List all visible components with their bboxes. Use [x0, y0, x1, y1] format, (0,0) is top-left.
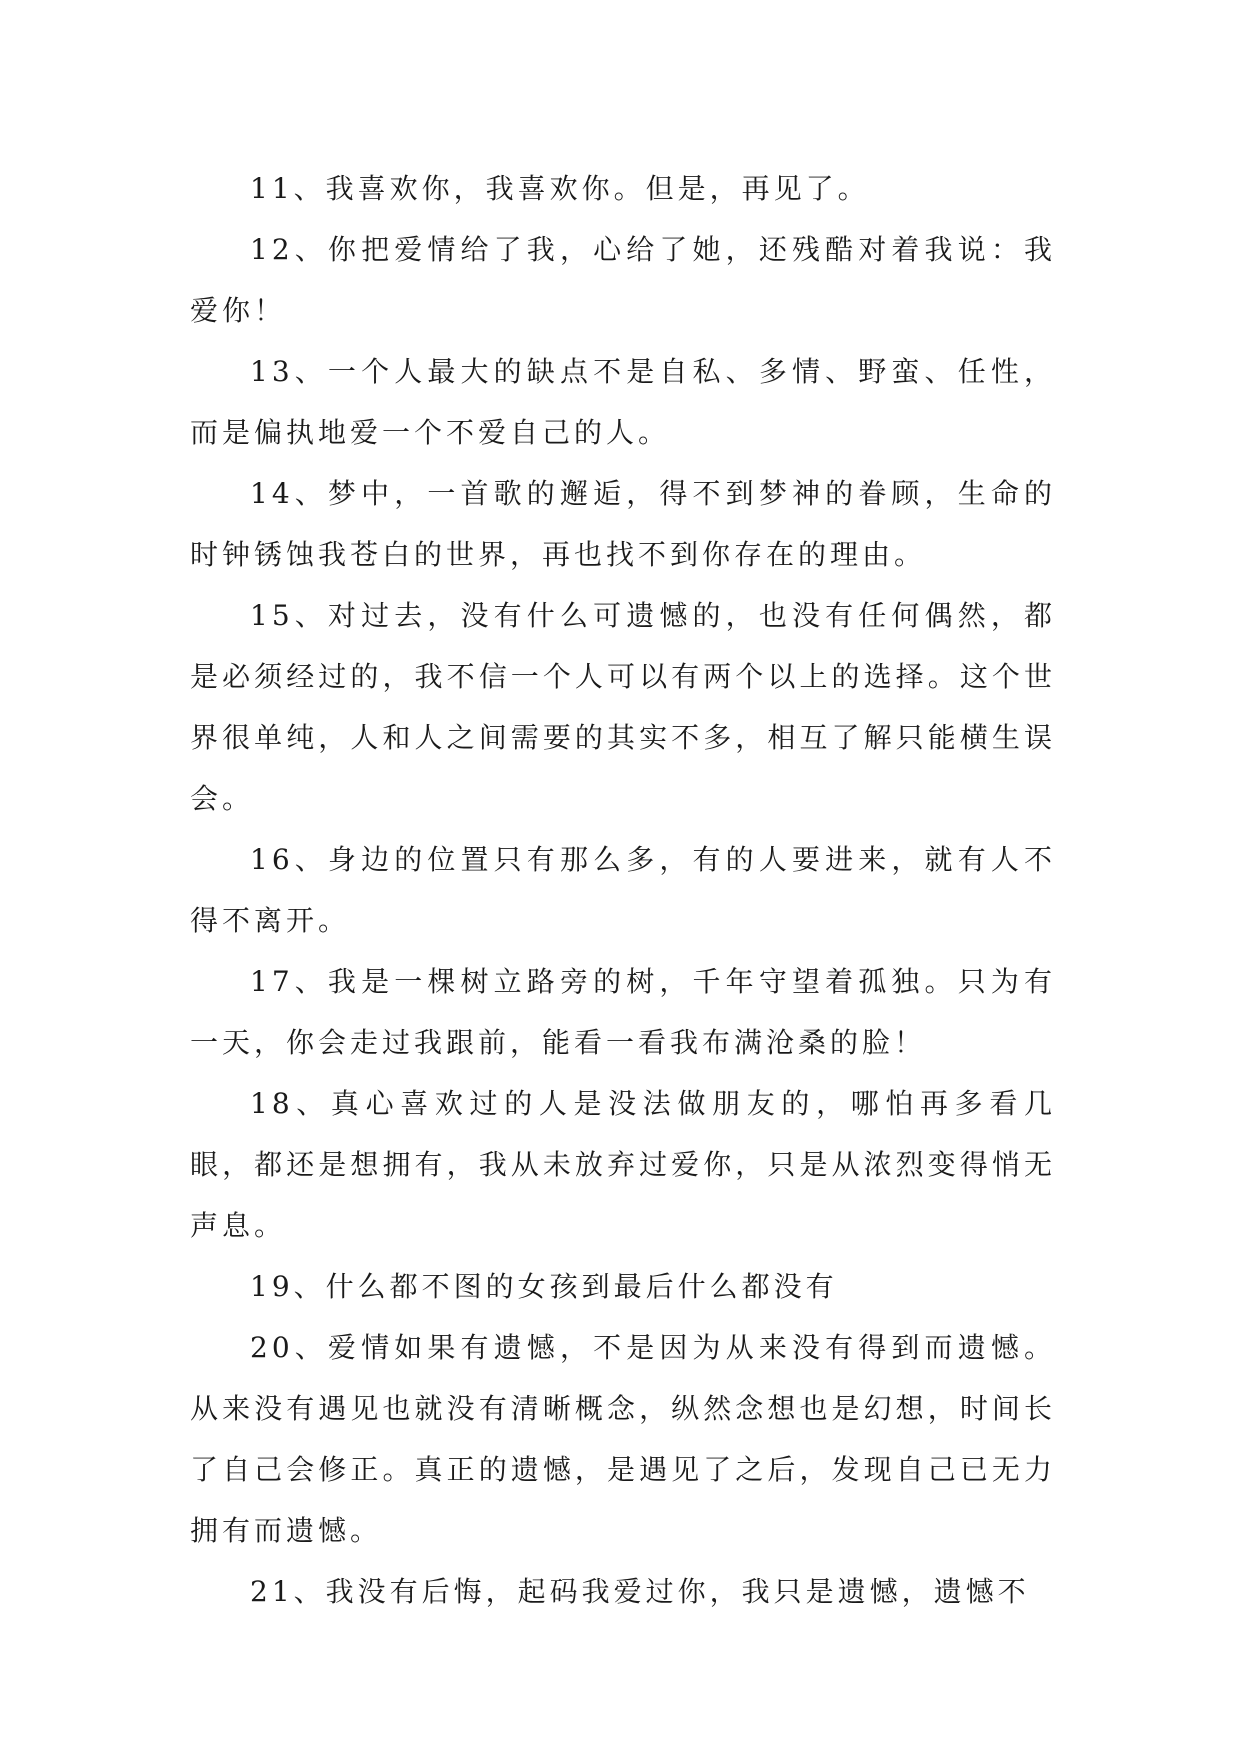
paragraph-11: 11、我喜欢你，我喜欢你。但是，再见了。 — [250, 172, 870, 205]
paragraph-16: 16、身边的位置只有那么多，有的人要进来，就有人不得不离开。 — [190, 843, 1056, 937]
paragraph-20: 20、爱情如果有遗憾，不是因为从来没有得到而遗憾。从来没有遇见也就没有清晰概念，纵然念想也是幻想，时间长了自己会修正。真正的遗憾，是遇见了之后，发现自己已无力拥有而遗憾。 — [190, 1331, 1056, 1547]
paragraph-19: 19、什么都不图的女孩到最后什么都没有 — [250, 1270, 838, 1303]
paragraph-18: 18、真心喜欢过的人是没法做朋友的，哪怕再多看几眼，都还是想拥有，我从未放弃过爱你，只是从浓烈变得悄无声息。 — [190, 1087, 1056, 1242]
paragraph-14: 14、梦中，一首歌的邂逅，得不到梦神的眷顾，生命的时钟锈蚀我苍白的世界，再也找不到你存在的理由。 — [190, 477, 1056, 571]
paragraph-17: 17、我是一棵树立路旁的树，千年守望着孤独。只为有一天，你会走过我跟前，能看一看我布满沧桑的脸！ — [190, 965, 1056, 1059]
paragraph-13: 13、一个人最大的缺点不是自私、多情、野蛮、任性，而是偏执地爱一个不爱自己的人。 — [190, 355, 1056, 449]
paragraph-21: 21、我没有后悔，起码我爱过你，我只是遗憾，遗憾不 — [250, 1575, 1030, 1608]
paragraph-12: 12、你把爱情给了我，心给了她，还残酷对着我说：我爱你！ — [190, 233, 1056, 327]
document-body — [190, 158, 1056, 1622]
paragraph-15: 15、对过去，没有什么可遗憾的，也没有任何偶然，都是必须经过的，我不信一个人可以有两个以上的选择。这个世界很单纯，人和人之间需要的其实不多，相互了解只能横生误会。 — [190, 599, 1056, 815]
